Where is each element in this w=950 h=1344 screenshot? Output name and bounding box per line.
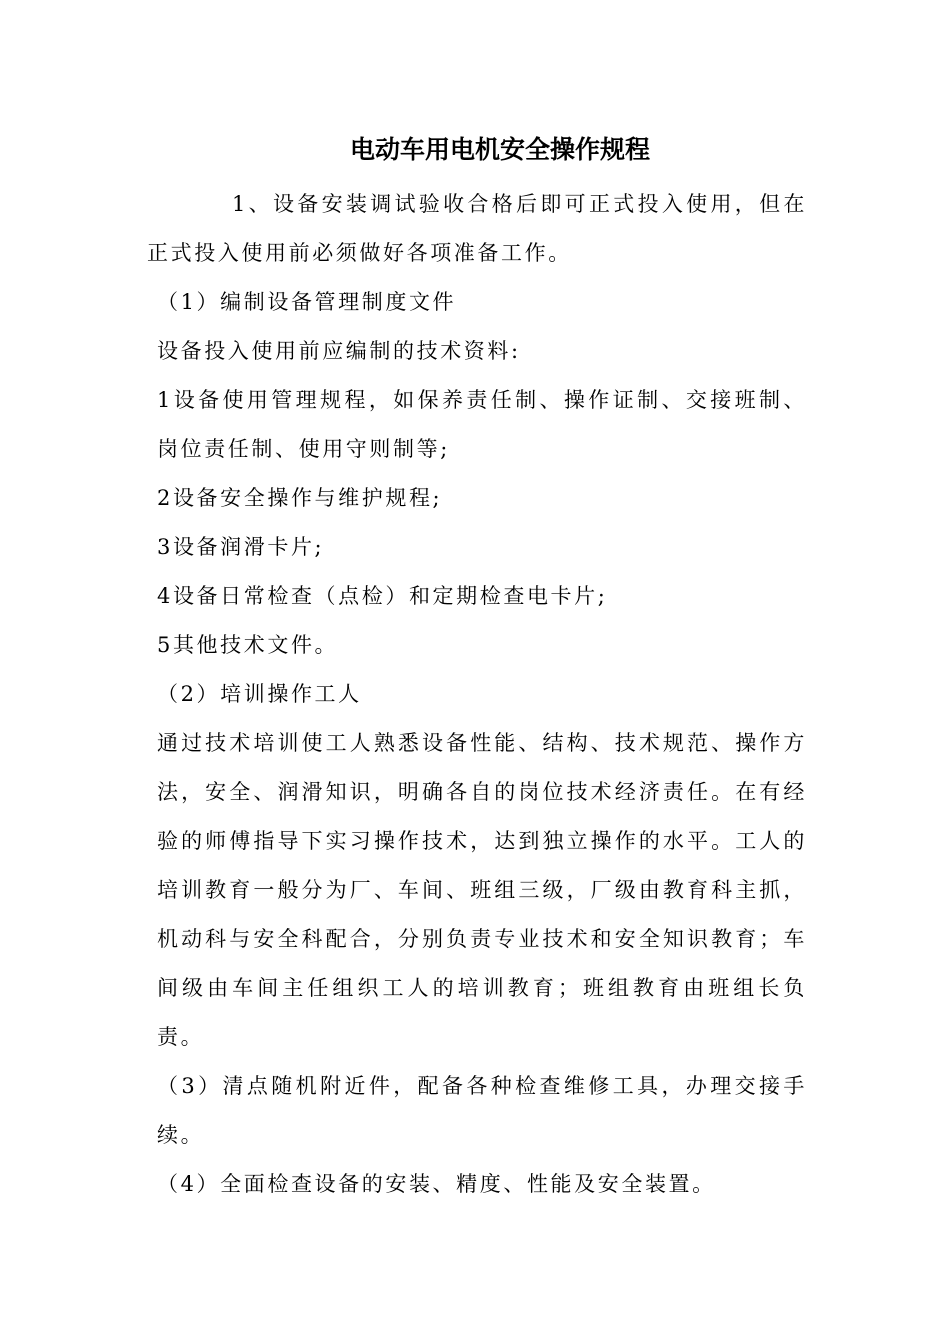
list-item-3: 3设备润滑卡片; bbox=[157, 535, 325, 559]
heading-2-training: （2）培训操作工人 bbox=[157, 682, 362, 706]
list-item-5: 5其他技术文件。 bbox=[157, 633, 339, 657]
heading-1-management-docs: （1）编制设备管理制度文件 bbox=[157, 290, 457, 314]
list-item-4: 4设备日常检查（点检）和定期检查电卡片; bbox=[157, 584, 608, 608]
document-title: 电动车用电机安全操作规程 bbox=[349, 135, 650, 164]
list-item-1: 1设备使用管理规程，如保养责任制、操作证制、交接班制、岗位责任制、使用守则制等; bbox=[157, 388, 807, 461]
paragraph-1-preparation: 1、设备安装调试验收合格后即可正式投入使用，但在正式投入使用前必须做好各项准备工作。 bbox=[147, 192, 807, 265]
paragraph-training-details: 通过技术培训使工人熟悉设备性能、结构、技术规范、操作方法，安全、润滑知识，明确各自的岗位技术经济责任。在有经验的师傅指导下实习操作技术，达到独立操作的水平。工人的培训教育一般分为厂、车间、班组三级，厂级由教育科主抓，机动科与安全科配合，分别负责专业技术和安全知识教育；车间级由车间主任组织工人的培训教育；班组教育由班组长负责。 bbox=[157, 731, 807, 1049]
heading-4-inspection: （4）全面检查设备的安装、精度、性能及安全装置。 bbox=[157, 1172, 716, 1196]
heading-3-accessories: （3）清点随机附近件，配备各种检查维修工具，办理交接手续。 bbox=[157, 1074, 807, 1147]
document-body bbox=[147, 180, 807, 1209]
list-item-2: 2设备安全操作与维护规程; bbox=[157, 486, 443, 510]
paragraph-tech-materials: 设备投入使用前应编制的技术资料: bbox=[157, 339, 521, 363]
